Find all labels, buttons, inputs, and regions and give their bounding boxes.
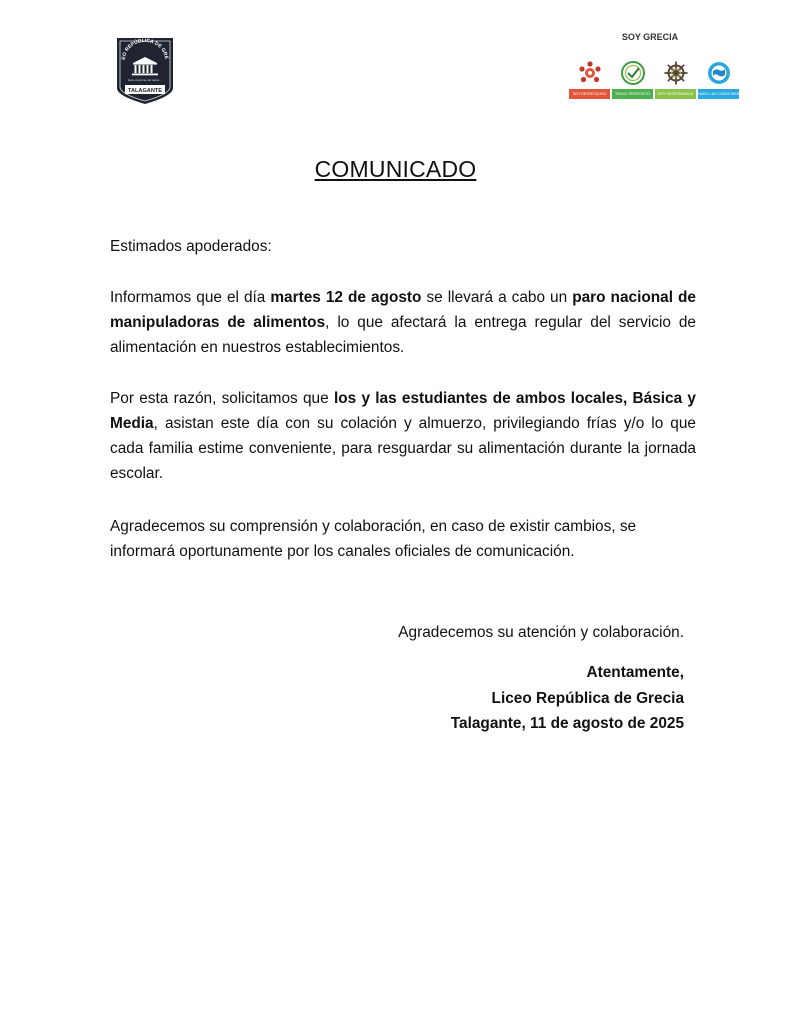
values-badges	[569, 60, 739, 99]
value-label: SOY RESPONSABLE	[655, 89, 696, 99]
text-run: Informamos que el día	[110, 289, 271, 306]
crest-name-text: EO REPÚBLICA DE GRE	[120, 37, 170, 61]
students-scope: los y las estudiantes de ambos locales, Básica y Media	[110, 390, 696, 432]
paragraph-strike-notice	[110, 285, 696, 360]
value-label: SOY RESPETUOSO	[569, 89, 610, 99]
crest-motto-text: Esta columna del saber...	[128, 78, 162, 82]
school-crest-logo	[115, 36, 175, 106]
signature-institution: Liceo República de Grecia	[491, 689, 684, 707]
value-label: HAGO LAS COSAS BIEN	[698, 89, 739, 99]
strike-date: martes 12 de agosto	[270, 289, 422, 306]
value-do-well	[698, 60, 739, 99]
people-ring-icon	[577, 60, 603, 86]
greeting: Estimados apoderados:	[110, 238, 272, 255]
closing-line: Agradecemos su atención y colaboración.	[398, 624, 684, 641]
text-run: , lo que afectará la entrega regular del servicio de alimentación en nuestros establecimientos.	[110, 314, 696, 356]
ship-wheel-icon	[663, 60, 689, 86]
value-label: TENGO PROPÓSITO	[612, 89, 653, 99]
text-line: Agradecemos su comprensión y colaboración, en caso de existir cambios, se	[110, 518, 637, 535]
text-run: , asistan este día con su colación y almuerzo, privilegiando frías y/o lo que cada familia estime conveniente, para resguardar su alimentación durante la jornada escolar.	[110, 415, 696, 482]
text-run: Por esta razón, solicitamos que	[110, 390, 334, 407]
paragraph-thanks	[110, 514, 696, 564]
document-title: COMUNICADO	[314, 156, 477, 182]
value-purpose	[612, 60, 653, 99]
value-respectful	[569, 60, 610, 99]
paragraph-request	[110, 386, 696, 486]
signature-block	[300, 660, 684, 737]
strike-description: paro nacional de manipuladoras de alimentos	[110, 289, 696, 331]
values-title: SOY GRECIA	[621, 32, 679, 42]
signature-place-date: Talagante, 11 de agosto de 2025	[450, 715, 684, 732]
text-line: informará oportunamente por los canales oficiales de comunicación.	[110, 543, 575, 560]
signature-salutation: Atentamente,	[586, 664, 684, 681]
compass-check-icon	[620, 60, 646, 86]
globe-icon	[706, 60, 732, 86]
value-responsible	[655, 60, 696, 99]
text-run: se llevará a cabo un	[421, 289, 573, 306]
crest-city-text: TALAGANTE	[127, 87, 163, 94]
